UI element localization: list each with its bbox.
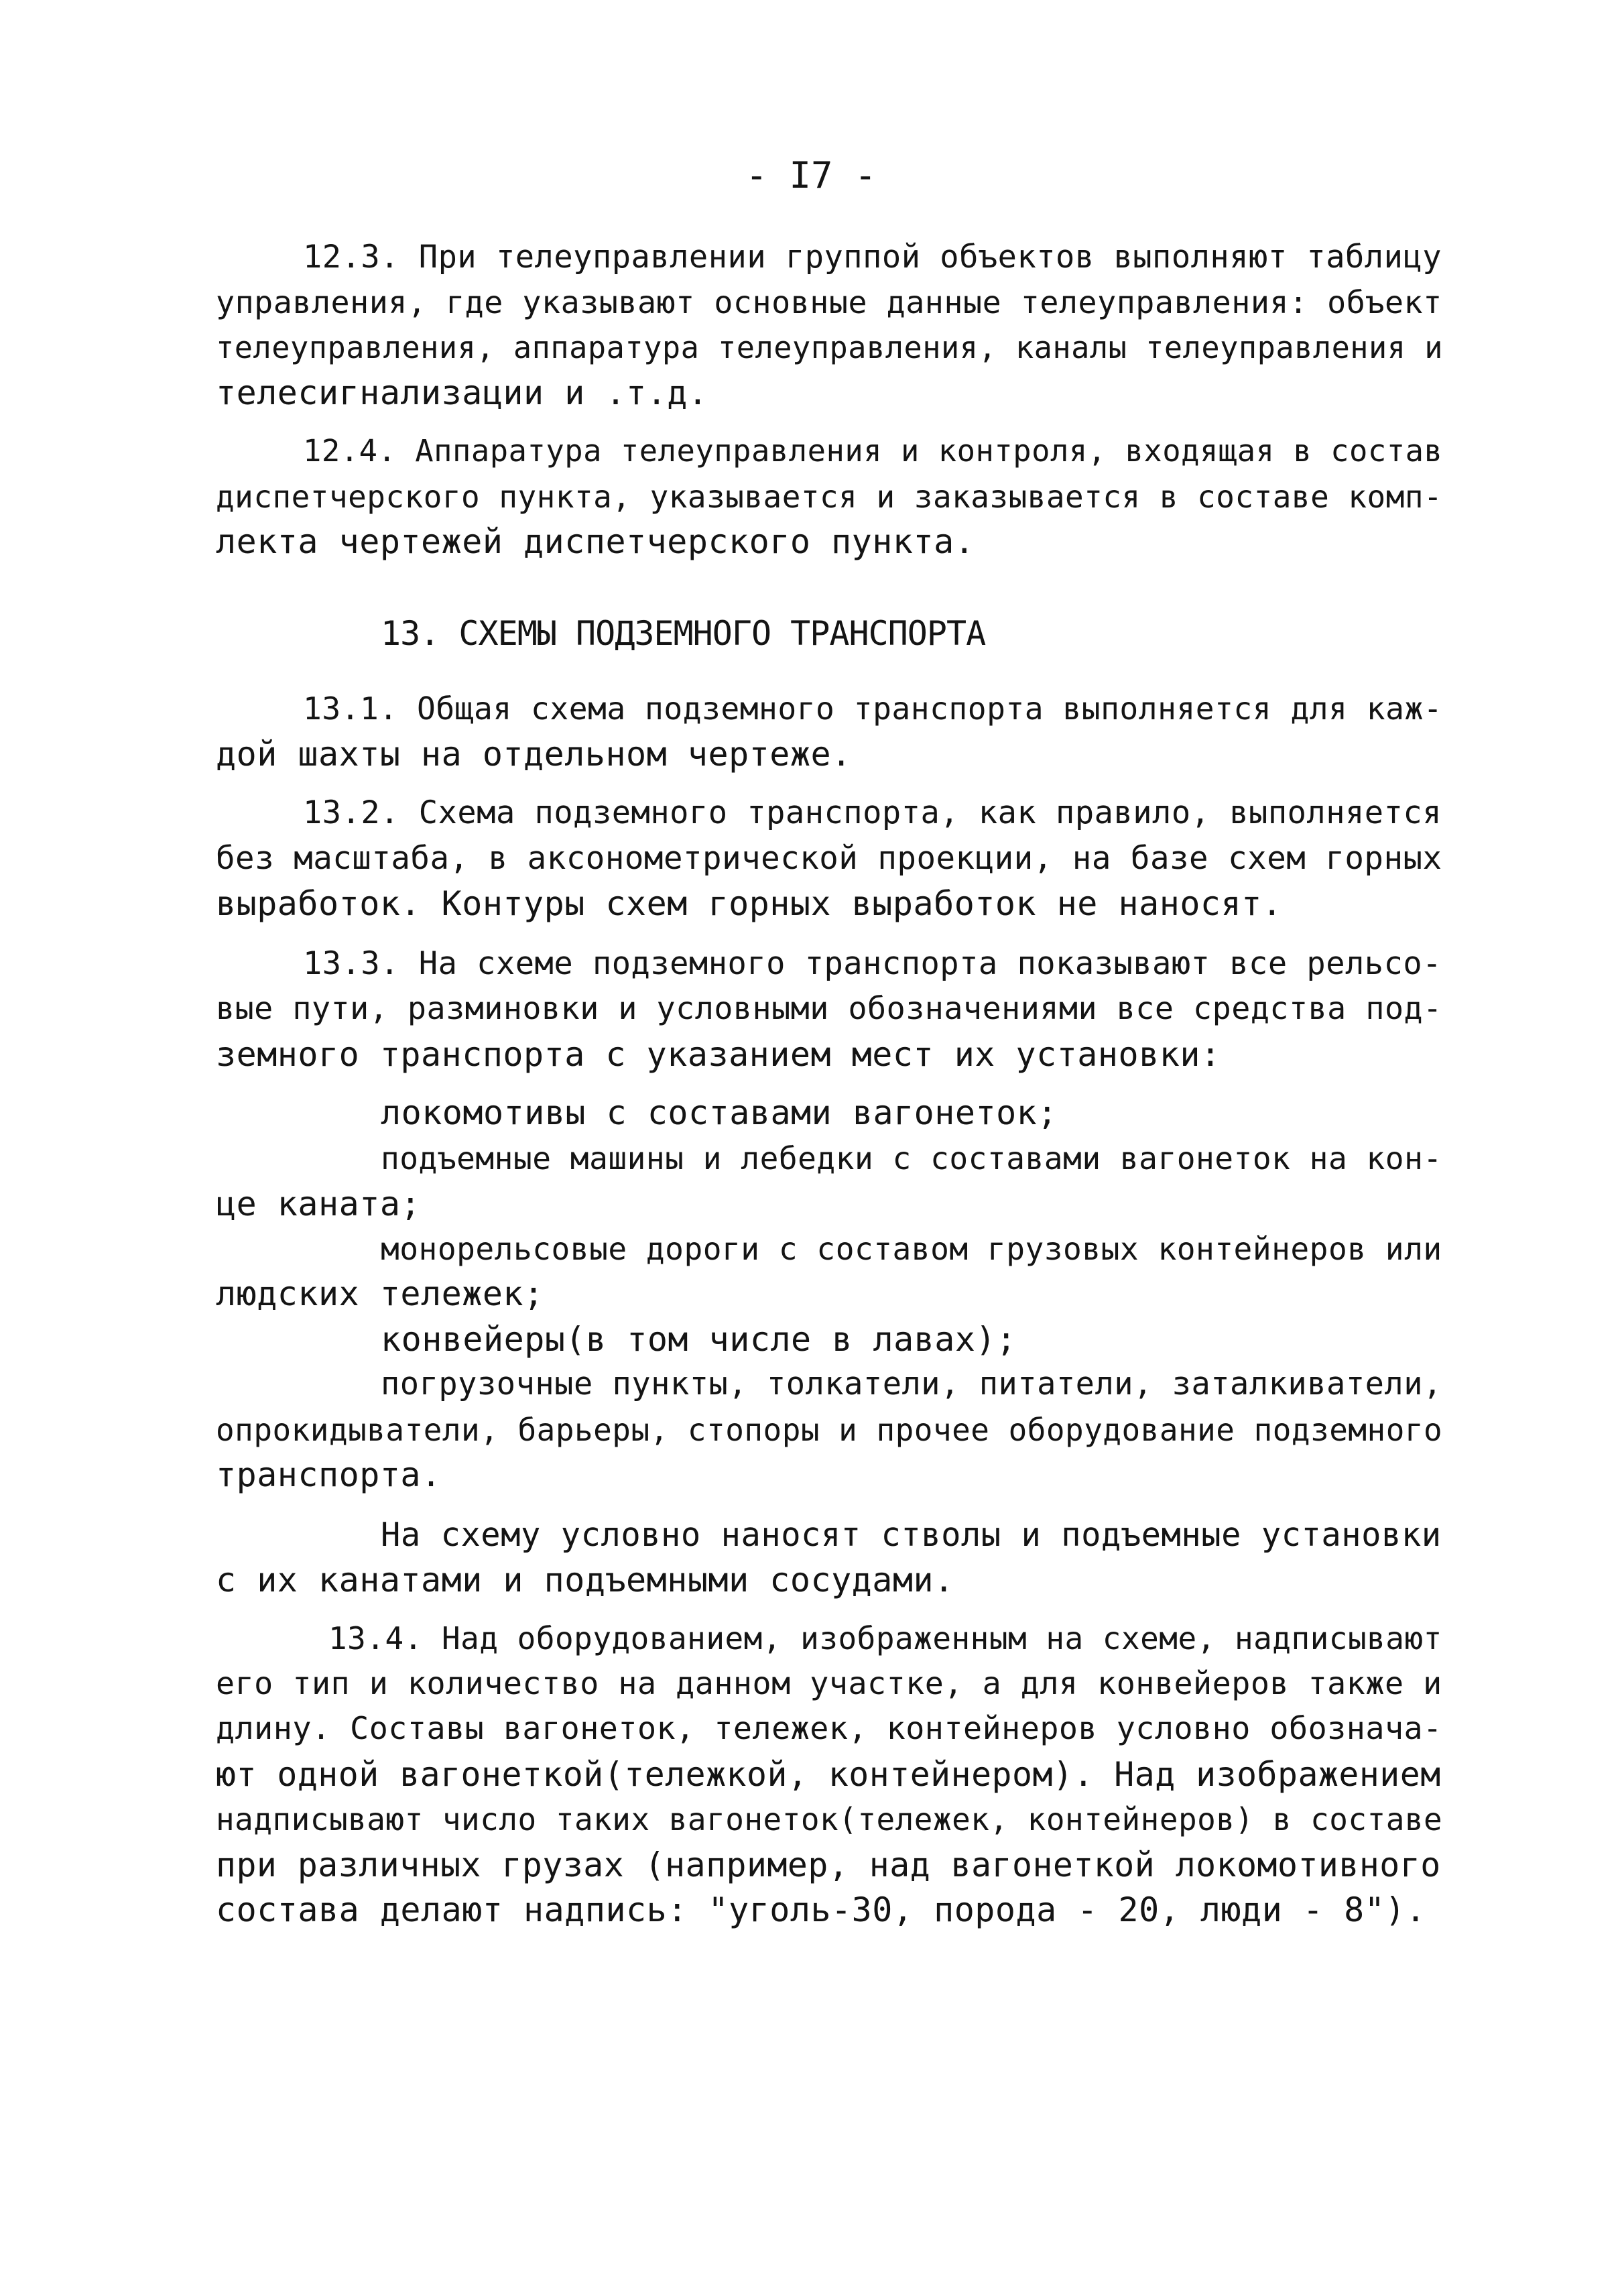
paragraph-13-4-line-4: ют одной вагонеткой(тележкой, контейнером). Над изображением (216, 1755, 1441, 1794)
paragraph-13-4-line-2: его тип и количество на данном участке, а для конвейеров также и (216, 1666, 1442, 1702)
paragraph-13-3-note-line-2: с их канатами и подъемными сосудами. (216, 1561, 954, 1599)
list-item-conveyors: конвейеры(в том числе в лавах); (381, 1320, 1017, 1359)
paragraph-13-3-line-1: 13.3. На схеме подземного транспорта показывают все рельсо- (303, 945, 1442, 982)
paragraph-13-2-line-2: без масштаба, в аксонометрической проекции, на базе схем горных (216, 840, 1442, 877)
paragraph-12-3-line-3: телеуправления, аппаратура телеуправления, каналы телеуправления и (216, 330, 1444, 365)
paragraph-13-3-line-2: вые пути, разминовки и условными обозначениями все средства под- (216, 991, 1442, 1027)
paragraph-13-3-line-3: земного транспорта с указанием мест их установки: (216, 1035, 1221, 1074)
list-item-loading-points-line-2: опрокидыватели, барьеры, стопоры и прочее оборудование подземного (216, 1412, 1443, 1448)
list-item-hoists-line-2: це каната; (216, 1185, 422, 1223)
paragraph-12-3-line-4: телесигнализации и .т.д. (216, 373, 708, 412)
paragraph-13-3-note-line-1: На схему условно наносят стволы и подъемные установки (381, 1516, 1442, 1554)
page-number: - I7 - (745, 154, 877, 196)
list-item-loading-points-line-3: транспорта. (216, 1455, 442, 1494)
paragraph-12-4-line-3: лекта чертежей диспетчерского пункта. (216, 522, 975, 561)
paragraph-12-4-line-2: диспетчерского пункта, указывается и заказывается в составе комп- (216, 479, 1443, 515)
paragraph-13-4-line-7: состава делают надпись: "уголь-30, порода - 20, люди - 8"). (216, 1890, 1426, 1929)
list-item-hoists-line-1: подъемные машины и лебедки с составами вагонеток на кон- (381, 1140, 1442, 1176)
paragraph-13-4-line-5: надписывают число таких вагонеток(тележек, контейнеров) в составе (216, 1801, 1443, 1837)
list-item-loading-points-line-1: погрузочные пункты, толкатели, питатели, заталкиватели, (381, 1366, 1442, 1402)
paragraph-12-4-line-1: 12.4. Аппаратура телеуправления и контроля, входящая в состав (303, 433, 1443, 469)
paragraph-13-4-line-1: 13.4. Над оборудованием, изображенным на схеме, надписывают (328, 1620, 1442, 1656)
paragraph-13-2-line-3: выработок. Контуры схем горных выработок не наносят. (216, 884, 1283, 923)
paragraph-13-4-line-3: длину. Составы вагонеток, тележек, контейнеров условно обознача- (216, 1711, 1442, 1747)
paragraph-12-3-line-2: управления, где указывают основные данные телеуправления: объект (216, 285, 1442, 321)
list-item-monorail-line-1: монорельсовые дороги с составом грузовых контейнеров или (381, 1231, 1442, 1267)
paragraph-12-3-line-1: 12.3. При телеуправлении группой объектов выполняют таблицу (303, 239, 1442, 276)
section-heading: 13. СХЕМЫ ПОДЗЕМНОГО ТРАНСПОРТА (381, 614, 986, 653)
list-item-monorail-line-2: людских тележек; (216, 1274, 544, 1313)
paragraph-13-1-line-2: дой шахты на отдельном чертеже. (216, 735, 852, 774)
paragraph-13-2-line-1: 13.2. Схема подземного транспорта, как правило, выполняется (303, 794, 1442, 831)
paragraph-13-1-line-1: 13.1. Общая схема подземного транспорта выполняется для каж- (303, 690, 1443, 727)
paragraph-13-4-line-6: при различных грузах (например, над вагонеткой локомотивного (216, 1846, 1441, 1884)
list-item-locomotives: локомотивы с составами вагонеток; (381, 1093, 1058, 1132)
